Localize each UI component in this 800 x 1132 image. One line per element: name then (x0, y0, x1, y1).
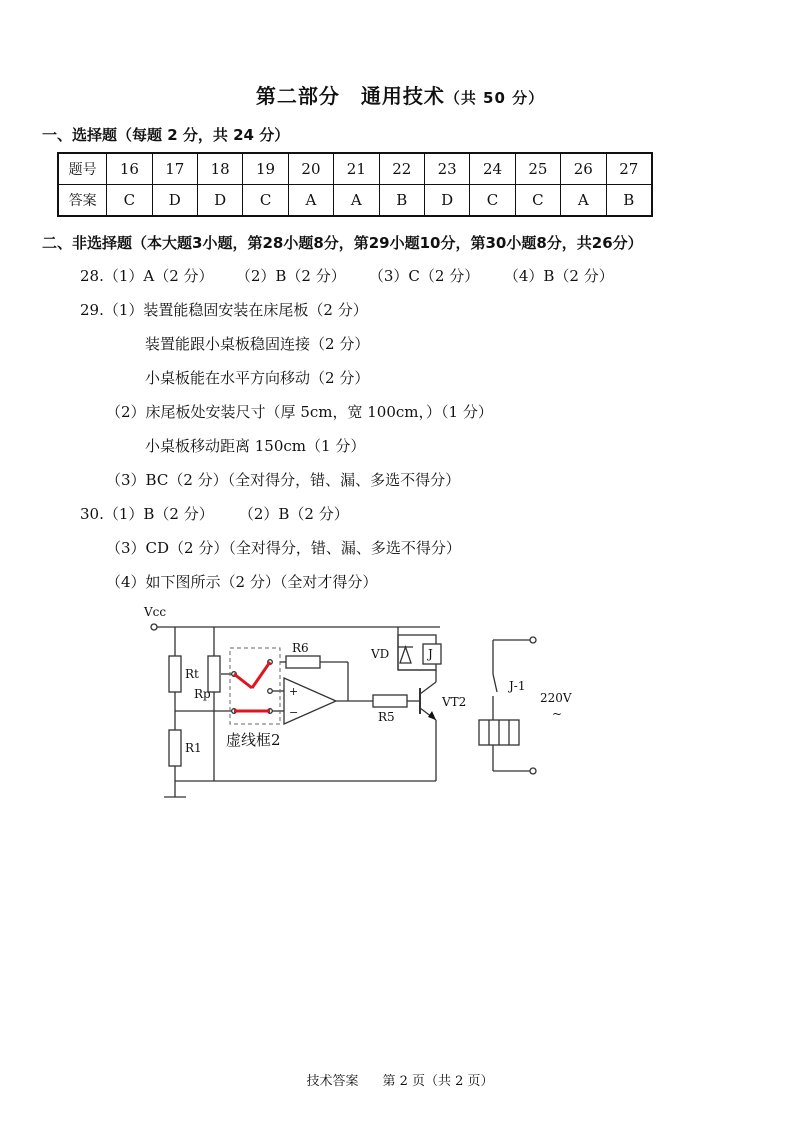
footer-right: 第 2 页（共 2 页） (382, 1074, 494, 1089)
label-vcc: Vcc (144, 605, 167, 619)
q28-line (80, 265, 614, 286)
r6-resistor (286, 656, 320, 668)
q29-line-3: 小桌板能在水平方向移动（2 分） (145, 369, 370, 387)
table-cell: C (470, 185, 515, 217)
table-cell: D (424, 185, 469, 217)
page-footer (0, 1070, 800, 1089)
ac-terminal-bottom (530, 768, 536, 774)
label-rt: Rt (185, 667, 199, 681)
row-label-number: 题号 (58, 153, 107, 185)
table-cell: B (606, 185, 652, 217)
label-j1: J-1 (509, 679, 526, 693)
table-cell: 20 (288, 153, 333, 185)
table-cell: A (288, 185, 333, 217)
label-minus: − (289, 706, 299, 719)
q28-part-4: （4）B（2 分） (503, 267, 614, 285)
section2-heading: 二、非选择题（本大题3小题，第28小题8分，第29小题10分，第30小题8分，共26分） (42, 234, 643, 252)
label-r5: R5 (378, 710, 395, 724)
label-j: J (428, 647, 433, 661)
page-title (0, 80, 800, 109)
q28-part-2: （2）B（2 分） (235, 267, 346, 285)
table-cell: 16 (107, 153, 152, 185)
table-cell: D (152, 185, 197, 217)
q29-line-2: 装置能跟小桌板稳固连接（2 分） (145, 335, 370, 353)
label-tilde: ~ (552, 707, 563, 721)
highlight-wire (234, 674, 252, 688)
table-cell: A (334, 185, 379, 217)
table-cell: B (379, 185, 424, 217)
label-rp: Rp (194, 687, 211, 701)
q29-line-5: 小桌板移动距离 150cm（1 分） (145, 437, 366, 455)
q29-number: 29. (80, 301, 104, 319)
r1-resistor (169, 730, 181, 766)
circuit-wires (154, 627, 533, 797)
q29-text: （1）装置能稳固安装在床尾板（2 分） (103, 301, 368, 319)
table-cell: 18 (197, 153, 242, 185)
vcc-terminal (151, 624, 157, 630)
q28-number: 28. (80, 267, 104, 285)
q30-part-2: （2）B（2 分） (238, 505, 349, 523)
table-cell: D (197, 185, 242, 217)
table-cell: 19 (243, 153, 288, 185)
q30-part-1: （1）B（2 分） (103, 505, 214, 523)
q30-line-2: （3）CD（2 分）（全对得分，错、漏、多选不得分） (106, 539, 461, 557)
table-cell: 22 (379, 153, 424, 185)
highlight-wire (252, 662, 270, 688)
answer-table (57, 152, 653, 217)
table-row-numbers (58, 153, 652, 185)
table-cell: A (561, 185, 606, 217)
q29-line-6: （3）BC（2 分）（全对得分，错、漏、多选不得分） (106, 471, 461, 489)
table-cell: 26 (561, 153, 606, 185)
footer-left: 技术答案 (306, 1074, 359, 1089)
section1-heading: 一、选择题（每题 2 分，共 24 分） (42, 126, 290, 144)
table-cell: 23 (424, 153, 469, 185)
highlight-wires (234, 662, 270, 711)
table-row-answers (58, 185, 652, 217)
q28-part-3: （3）C（2 分） (368, 267, 480, 285)
table-cell: C (107, 185, 152, 217)
label-plus: + (289, 685, 299, 698)
label-vd: VD (371, 647, 390, 661)
switch-terminal (268, 689, 273, 694)
table-cell: C (515, 185, 560, 217)
q30-line-1 (80, 503, 349, 524)
table-cell: 24 (470, 153, 515, 185)
table-cell: 25 (515, 153, 560, 185)
table-cell: C (243, 185, 288, 217)
diode-vd (400, 647, 411, 663)
q28-part-1: （1）A（2 分） (103, 267, 214, 285)
label-r1: R1 (185, 741, 202, 755)
table-cell: 21 (334, 153, 379, 185)
ac-terminal-top (530, 637, 536, 643)
title-main: 第二部分 通用技术 (255, 84, 445, 108)
transistor-arrow (428, 711, 436, 720)
label-vt2: VT2 (442, 695, 467, 709)
rt-resistor (169, 656, 181, 692)
title-sub: （共 50 分） (444, 89, 545, 107)
label-220v: 220V (540, 691, 572, 705)
q29-line-1 (80, 299, 368, 320)
table-cell: 17 (152, 153, 197, 185)
q30-line-3: （4）如下图所示（2 分）（全对才得分） (106, 573, 378, 591)
circuit-diagram (130, 600, 590, 810)
label-r6: R6 (292, 641, 309, 655)
row-label-answer: 答案 (58, 185, 107, 217)
q30-number: 30. (80, 505, 104, 523)
table-cell: 27 (606, 153, 652, 185)
q29-line-4: （2）床尾板处安装尺寸（厚 5cm，宽 100cm，）（1 分） (106, 403, 493, 421)
label-dashed-box: 虚线框2 (226, 731, 281, 749)
r5-resistor (373, 695, 407, 707)
